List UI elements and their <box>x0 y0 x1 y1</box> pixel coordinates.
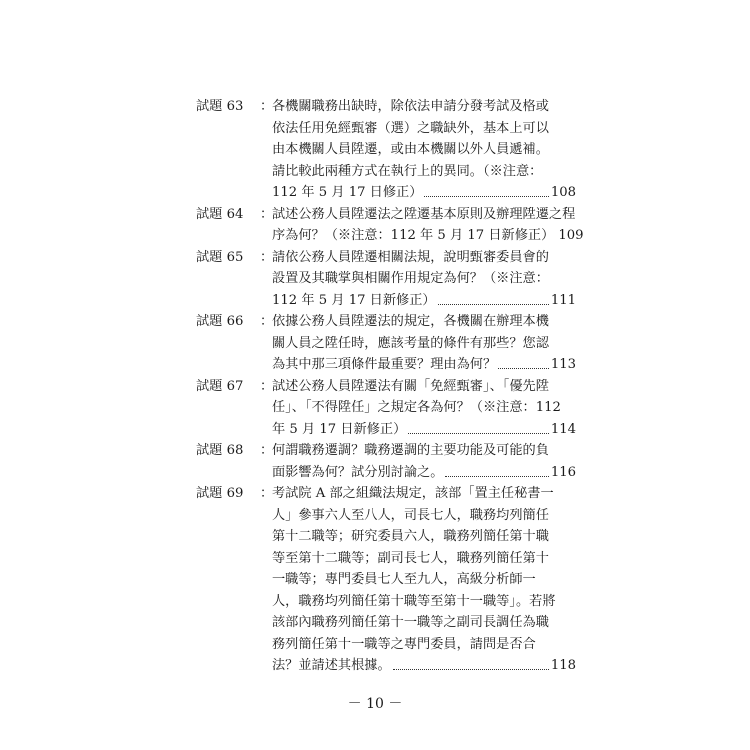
separator-colon: ： <box>260 249 274 265</box>
question-text <box>272 96 576 204</box>
question-number: 試題 64 <box>196 206 244 222</box>
question-text-line: 序為何？（※注意：112 年 5 月 17 日新修正） <box>272 228 555 243</box>
question-text <box>272 376 576 441</box>
question-text-line: 依法任用免經甄審（選）之職缺外，基本上可以 <box>272 120 549 136</box>
toc-entry <box>196 96 576 204</box>
question-text-line: 人」參事六人至八人，司長七人，職務均列簡任 <box>272 507 549 523</box>
question-number: 試題 65 <box>196 249 244 265</box>
toc-entry <box>196 440 576 483</box>
toc-entry <box>196 311 576 376</box>
question-last-line <box>272 182 576 204</box>
question-text-line: 試述公務人員陞遷法有關「免經甄審」、「優先陞 <box>272 378 549 394</box>
question-number: 試題 67 <box>196 378 244 394</box>
toc-entry <box>196 247 576 312</box>
dot-leader <box>408 433 549 434</box>
dot-leader <box>393 669 549 670</box>
question-text-line: 為其中那三項條件最重要？理由為何？ <box>272 357 497 372</box>
question-text <box>272 311 576 376</box>
question-last-line <box>272 290 576 312</box>
question-text-line: 年 5 月 17 日新修正） <box>272 421 407 437</box>
toc-entry <box>196 483 576 677</box>
question-text-line: 何謂職務遷調？職務遷調的主要功能及可能的負 <box>272 443 549 458</box>
question-text <box>272 483 576 677</box>
page-reference: 116 <box>550 464 576 480</box>
question-last-line <box>272 354 576 376</box>
question-text-line: 請依公務人員陞遷相關法規，說明甄審委員會的 <box>272 249 549 265</box>
question-text-line: 設置及其職掌與相關作用規定為何？（※注意： <box>272 271 549 286</box>
question-text-line: 面影響為何？試分別討論之。 <box>272 464 444 480</box>
dot-leader <box>498 368 549 369</box>
separator-colon: ： <box>260 486 274 501</box>
question-number: 試題 66 <box>196 314 244 329</box>
question-text-line: 依據公務人員陞遷法的規定，各機關在辦理本機 <box>272 314 549 329</box>
question-text-line: 由本機關人員陞遷，或由本機關以外人員遞補。 <box>272 142 549 157</box>
question-text-line: 關人員之陞任時，應該考量的條件有那些？您認 <box>272 335 549 351</box>
question-text <box>272 247 576 312</box>
toc-entry <box>196 204 584 247</box>
question-text <box>272 204 584 247</box>
page-reference: 118 <box>550 658 576 673</box>
separator-colon: ： <box>260 443 274 458</box>
separator-colon: ： <box>260 314 274 329</box>
dot-leader <box>424 196 548 197</box>
page-number: － 10 － <box>347 696 403 712</box>
question-text-line: 各機關職務出缺時，除依法申請分發考試及格或 <box>272 99 549 114</box>
page-reference: 114 <box>550 421 576 437</box>
question-text-line: 法？並請述其根據。 <box>272 658 391 673</box>
question-text-line: 任」、「不得陞任」之規定各為何？（※注意：112 <box>272 400 561 415</box>
question-text-line: 請比較此兩種方式在執行上的異同。（※注意： <box>272 163 543 179</box>
question-last-line <box>272 462 576 484</box>
question-text-line: 等至第十二職等；副司長七人，職務列簡任第十 <box>272 550 549 566</box>
question-text-line: 該部內職務列簡任第十一職等之副司長調任為職 <box>272 615 549 630</box>
separator-colon: ： <box>260 206 274 222</box>
question-text-line: 112 年 5 月 17 日新修正） <box>272 292 436 308</box>
question-text-line: 112 年 5 月 17 日修正） <box>272 185 423 200</box>
question-text-line: 考試院 A 部之組織法規定，該部「置主任秘書一 <box>272 486 554 501</box>
table-of-contents <box>196 96 584 677</box>
question-number: 試題 63 <box>196 99 244 114</box>
page-reference: 109 <box>558 228 584 243</box>
dot-leader <box>445 476 548 477</box>
question-last-line <box>272 225 584 247</box>
page-reference: 108 <box>550 185 576 200</box>
page-reference: 113 <box>550 357 576 372</box>
question-last-line <box>272 419 576 441</box>
separator-colon: ： <box>260 378 274 394</box>
question-text-line: 試述公務人員陞遷法之陞遷基本原則及辦理陞遷之程 <box>272 206 576 222</box>
question-last-line <box>272 655 576 677</box>
toc-entry <box>196 376 576 441</box>
dot-leader <box>438 304 549 305</box>
separator-colon: ： <box>260 99 274 114</box>
question-number: 試題 68 <box>196 443 244 458</box>
question-text-line: 務列簡任第十一職等之專門委員，請問是否合 <box>272 636 536 652</box>
question-text-line: 第十二職等；研究委員六人，職務列簡任第十職 <box>272 529 549 544</box>
question-text <box>272 440 576 483</box>
question-text-line: 一職等；專門委員七人至九人，高級分析師一 <box>272 572 536 587</box>
page-reference: 111 <box>550 292 576 308</box>
question-number: 試題 69 <box>196 486 244 501</box>
question-text-line: 人，職務均列簡任第十職等至第十一職等」。若將 <box>272 593 556 609</box>
